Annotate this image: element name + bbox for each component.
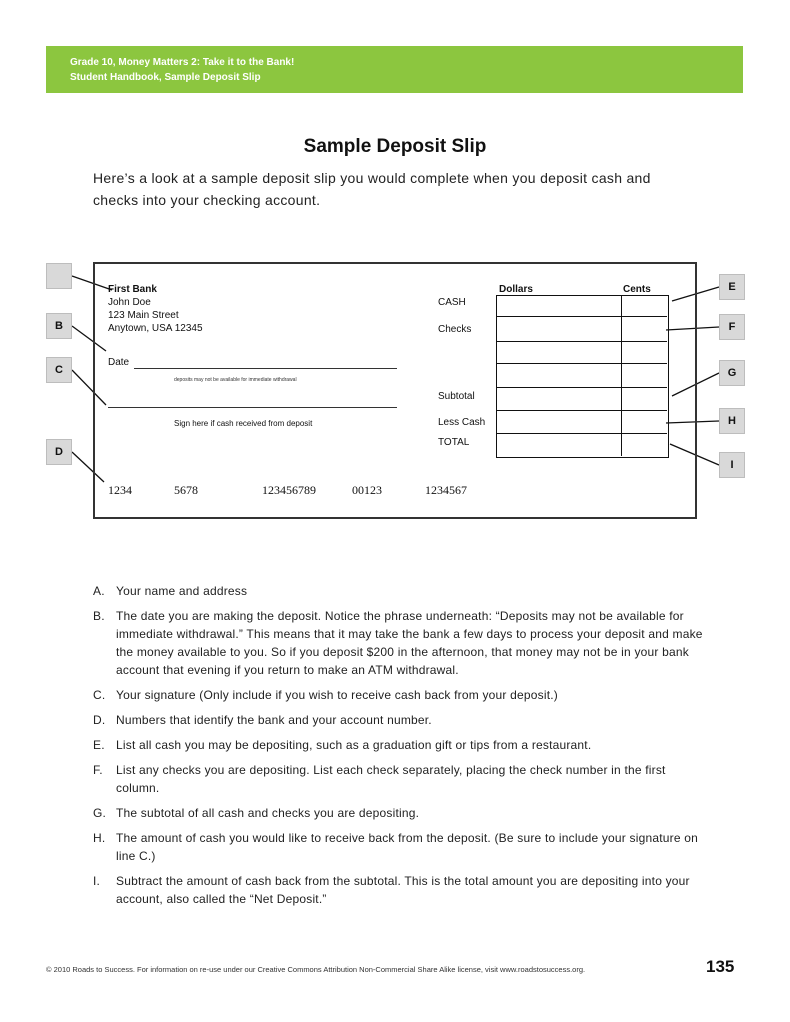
copyright-footer: © 2010 Roads to Success. For information on re-use under our Creative Commons Attribution Non-Commercial Share Alike license, visit www.roadstosuccess.org.	[46, 965, 586, 974]
deposit-availability-note: deposits may not be available for immediate withdrawal	[174, 377, 297, 383]
marker-b: B	[46, 313, 72, 339]
marker-e: E	[719, 274, 745, 300]
list-item: A. Your name and address	[93, 584, 248, 598]
routing-number-1: 1234	[108, 483, 132, 497]
account-holder-street: 123 Main Street	[108, 310, 179, 321]
date-line	[134, 368, 397, 369]
grid-row-divider	[497, 341, 667, 342]
signature-note: Sign here if cash received from deposit	[174, 419, 313, 428]
sequence-number: 1234567	[425, 483, 467, 497]
marker-f: F	[719, 314, 745, 340]
subtotal-label: Subtotal	[438, 391, 475, 402]
total-label: TOTAL	[438, 437, 470, 448]
marker-d: D	[46, 439, 72, 465]
list-item: C. Your signature (Only include if you wish to receive cash back from your deposit.)	[93, 688, 558, 702]
deposit-slip	[93, 262, 697, 519]
page-title: Sample Deposit Slip	[303, 136, 487, 157]
intro-paragraph: Here’s a look at a sample deposit slip you would complete when you deposit cash and checks into your checking account.	[93, 170, 651, 208]
marker-c: C	[46, 357, 72, 383]
list-item: F. List any checks you are depositing. List each check separately, placing the check number in the first column.	[93, 763, 666, 795]
bank-name: First Bank	[108, 284, 157, 295]
list-item: G. The subtotal of all cash and checks you are depositing.	[93, 806, 420, 820]
marker-a	[46, 263, 72, 289]
list-item: B. The date you are making the deposit. Notice the phrase underneath: “Deposits may not be available for immediate withdrawal.” This means that it may take the bank a few days to process your deposit and make the money available to you. So if you deposit $200 in the afternoon, that money may not be in your bank account that evening if you return to make an ATM withdrawal.	[93, 609, 703, 677]
account-holder-name: John Doe	[108, 297, 151, 308]
header-line-1: Grade 10, Money Matters 2: Take it to the Bank!	[70, 57, 295, 68]
list-item: I. Subtract the amount of cash back from the subtotal. This is the total amount you are depositing into your account, also called the “Net Deposit.”	[93, 874, 690, 906]
checks-label: Checks	[438, 324, 472, 335]
dollars-header: Dollars	[499, 284, 533, 295]
page-number: 135	[706, 957, 735, 976]
date-label: Date	[108, 357, 130, 368]
check-number: 00123	[352, 483, 382, 497]
list-item: H. The amount of cash you would like to receive back from the deposit. (Be sure to include your signature on line C.)	[93, 831, 698, 863]
dollars-cents-divider	[621, 296, 622, 456]
marker-i: I	[719, 452, 745, 478]
grid-row-divider	[497, 387, 667, 388]
header-line-2: Student Handbook, Sample Deposit Slip	[70, 72, 261, 83]
list-item: E. List all cash you may be depositing, such as a graduation gift or tips from a restaurant.	[93, 738, 592, 752]
account-holder-city: Anytown, USA 12345	[108, 323, 203, 334]
grid-row-divider	[497, 433, 667, 434]
grid-row-divider	[497, 316, 667, 317]
less-cash-label: Less Cash	[438, 417, 486, 428]
grid-row-divider	[497, 410, 667, 411]
signature-line	[108, 407, 397, 408]
marker-h: H	[719, 408, 745, 434]
grid-row-divider	[497, 363, 667, 364]
marker-g: G	[719, 360, 745, 386]
explanation-list	[93, 582, 703, 915]
routing-number-2: 5678	[174, 483, 198, 497]
list-item: D. Numbers that identify the bank and your account number.	[93, 713, 432, 727]
cash-label: CASH	[438, 297, 466, 308]
cents-header: Cents	[623, 284, 651, 295]
account-number: 123456789	[262, 483, 316, 497]
amount-grid	[496, 295, 669, 458]
